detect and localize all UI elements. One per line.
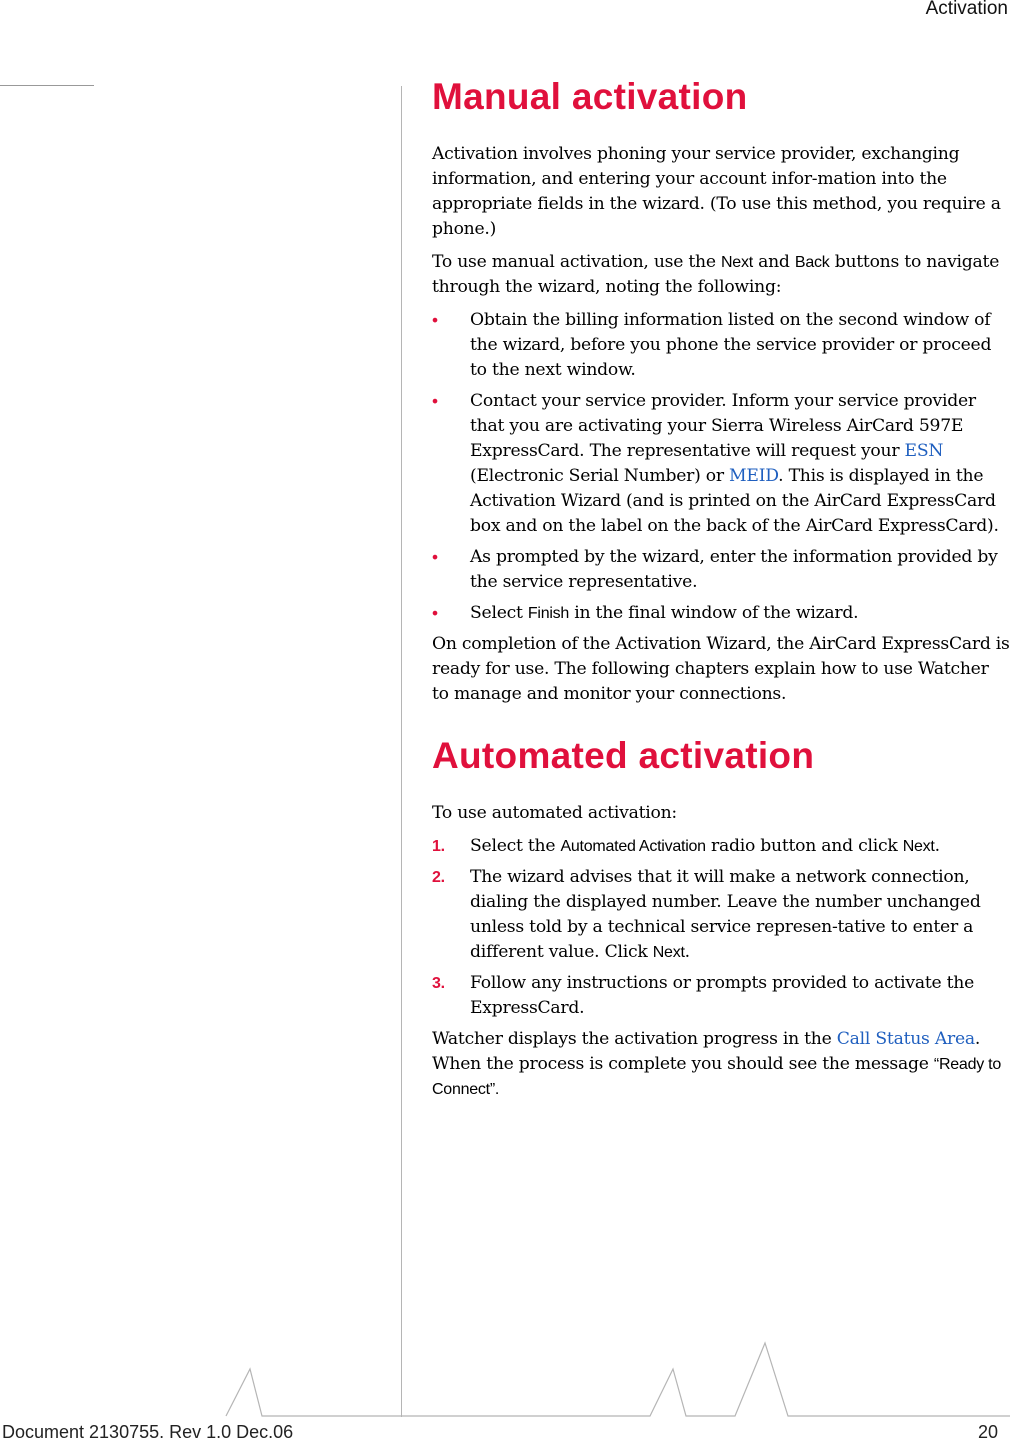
bullet-icon: •	[432, 310, 438, 330]
step-number: 2.	[432, 869, 445, 886]
esn-link[interactable]: ESN	[904, 441, 944, 461]
step-number: 1.	[432, 838, 445, 855]
automated-intro-paragraph: To use automated activation:	[432, 803, 677, 823]
step-text: Select the	[470, 836, 556, 856]
bullet-icon: •	[432, 391, 438, 411]
finish-button-ref: Finish	[527, 605, 570, 622]
list-item	[432, 971, 1010, 1021]
bullet-icon: •	[432, 603, 438, 623]
step-text: .	[934, 836, 940, 856]
automated-activation-heading: Automated activation	[432, 735, 815, 776]
next-button-ref: Next	[902, 838, 935, 855]
list-item	[432, 389, 1010, 539]
bullet-text: As prompted by the wizard, enter the information provided by the service representative.	[470, 547, 998, 592]
manual-nav-paragraph	[432, 250, 1010, 300]
closing-text: Watcher displays the activation progress in the	[432, 1029, 832, 1049]
list-item	[432, 865, 1010, 965]
manual-intro-paragraph: Activation involves phoning your service provider, exchanging information, and entering your account infor-mation into the appropriate fields in the wizard. (To use this method, you require a phone.)	[432, 144, 1001, 239]
next-button-ref: Next	[720, 254, 753, 271]
automated-steps-list	[432, 834, 1010, 1021]
automated-closing-paragraph	[432, 1027, 1010, 1102]
manual-nav-and: and	[758, 252, 790, 272]
back-button-ref: Back	[794, 254, 830, 271]
bullet-text: Obtain the billing information listed on the second window of the wizard, before you phone the service provider or proceed to the next window.	[470, 310, 992, 380]
list-item	[432, 308, 1010, 383]
bullet-text: (Electronic Serial Number) or	[470, 466, 724, 486]
manual-nav-text-end: buttons to navigate through the wizard, noting the following:	[432, 252, 1000, 297]
footer-document-id: Document 2130755. Rev 1.0 Dec.06	[2, 1422, 294, 1442]
running-header-title: Activation	[925, 0, 1008, 19]
ready-message: “Ready to Connect”.	[432, 1056, 1002, 1098]
bullet-text: Select	[470, 603, 523, 623]
step-number: 3.	[432, 975, 445, 992]
bullet-text: . This is displayed in the Activation Wizard (and is printed on the AirCard ExpressCard box and on the label on the back of the AirCard ExpressCard).	[470, 466, 999, 536]
manual-nav-text: To use manual activation, use the	[432, 252, 716, 272]
list-item	[432, 601, 1010, 626]
main-content	[432, 72, 1010, 1110]
meid-link[interactable]: MEID	[729, 466, 779, 486]
manual-activation-heading: Manual activation	[432, 76, 748, 117]
bullet-text: in the final window of the wizard.	[574, 603, 859, 623]
manual-completion-paragraph: On completion of the Activation Wizard, the AirCard ExpressCard is ready for use. The following chapters explain how to use Watcher to manage and monitor your connections.	[432, 634, 1010, 704]
automated-activation-option-ref: Automated Activation	[560, 838, 706, 855]
step-text: .	[684, 942, 690, 962]
bullet-text: Contact your service provider. Inform your service provider that you are activating your Sierra Wireless AirCard 597E ExpressCard. The representative will request your	[470, 391, 976, 461]
step-text: The wizard advises that it will make a network connection, dialing the displayed number. Leave the number unchanged unless told by a technical service represen-tative to enter a different value. Click	[470, 867, 981, 962]
manual-steps-list	[432, 308, 1010, 626]
bullet-icon: •	[432, 547, 438, 567]
list-item	[432, 545, 1010, 595]
closing-text: . When the process is complete you should see the message	[432, 1029, 981, 1074]
call-status-area-link[interactable]: Call Status Area	[836, 1029, 975, 1049]
step-text: Follow any instructions or prompts provided to activate the ExpressCard.	[470, 973, 975, 1018]
step-text: radio button and click	[711, 836, 898, 856]
footer-page-number: 20	[977, 1422, 998, 1442]
list-item	[432, 834, 1010, 859]
next-button-ref: Next	[652, 944, 685, 961]
